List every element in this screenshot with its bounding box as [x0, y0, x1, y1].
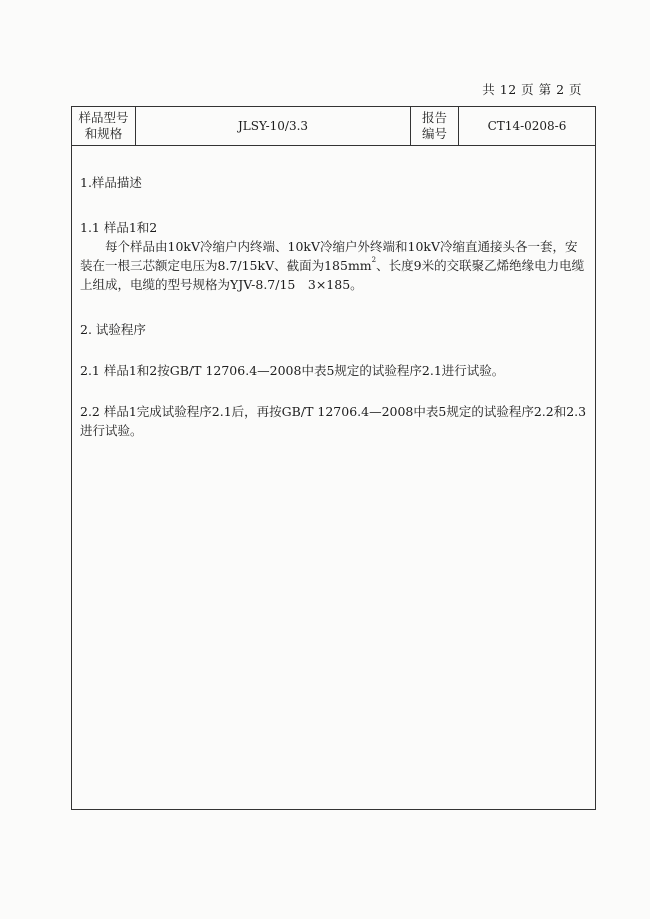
report-body: [80, 173, 587, 440]
page-count: 共 12 页 第 2 页: [482, 82, 582, 97]
model-value: JLSY-10/3.3: [136, 107, 411, 145]
model-label: 样品型号 和规格: [72, 107, 136, 145]
section-1-1-text-a: 每个样品由10kV冷缩户内终端、10kV冷缩户外终端和10kV冷缩直通接头各一套，安装在一根三芯额定电压为8.7/15kV、截面为185mm: [80, 239, 578, 273]
section-2-title: 2. 试验程序: [80, 322, 146, 337]
section-1-1-text-b: 、长度9米的交联聚乙烯绝缘电力电缆上组成，电缆的型号规格为YJV-8.7/15 3×185。: [80, 258, 585, 292]
report-number-label: 报告 编号: [411, 107, 459, 145]
section-2-2-text: 2.2 样品1完成试验程序2.1后，再按GB/T 12706.4—2008中表5规定的试验程序2.2和2.3进行试验。: [80, 404, 587, 438]
report-header-row: [72, 107, 595, 146]
report-frame: [71, 106, 596, 810]
section-1-1-text: [80, 237, 587, 294]
report-number-value: CT14-0208-6: [487, 119, 567, 133]
section-1-1-superscript: 2: [371, 256, 377, 264]
section-2-1-text: 2.1 样品1和2按GB/T 12706.4—2008中表5规定的试验程序2.1进行试验。: [80, 363, 505, 378]
section-1-1-title: 1.1 样品1和2: [80, 220, 158, 235]
section-1-title: 1.样品描述: [80, 175, 142, 190]
